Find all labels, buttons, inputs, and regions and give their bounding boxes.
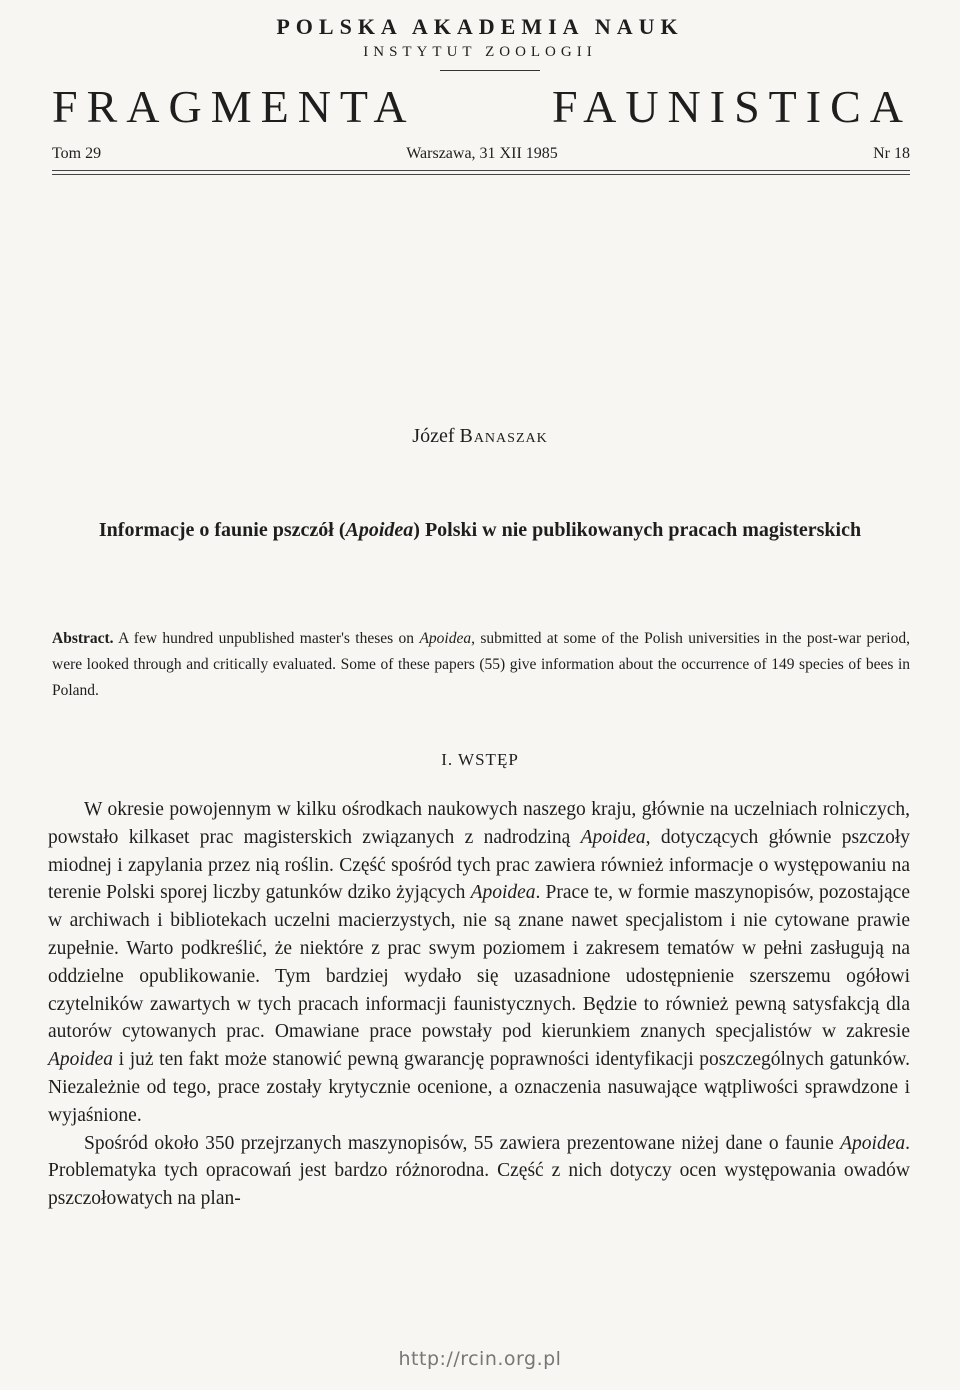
p1-text1: W okresie powojennym w kilku ośrodkach naukowych naszego kraju, głównie na uczelniach rolniczych, powstało kilkaset prac magisterskich związanych z nadrodziną [48,799,910,848]
p1-text3: . Prace te, w formie maszynopisów, pozostające w archiwach i bibliotekach uczelni macierzystych, nie są znane nawet specjalistom i nie cytowane prawie zupełnie. Warto podkreślić, że niektóre z prac swym poziomem i zakresem tematów w pełni zasługują na oddzielne opublikowanie. Tym bardziej wydało się uzasadnione udostępnienie szerszemu ogółowi czytelników zawartych w tych pracach informacji faunistycznych. Będzie to również pewną satysfakcją dla autorów cytowanych prac. Omawiane prace powstały pod kierunkiem znanych specjalistów w zakresie [48,882,910,1043]
journal-title: FRAGMENTA FAUNISTICA [52,81,912,132]
masthead-rule [52,170,910,175]
p1-taxon2: Apoidea [470,882,536,904]
title-part1: Informacje o faunie pszczół ( [98,519,346,541]
abstract-text1: A few hundred unpublished master's theses on [113,630,420,647]
academy-name: POLSKA AKADEMIA NAUK [276,14,684,39]
paragraph-2 [48,1130,910,1213]
abstract-lead: Abstract. [52,630,114,647]
p1-text4: i już ten fakt może stanowić pewną gwarancję poprawności identyfikacji poszczególnych gatunków. Niezależnie od tego, prace zostały krytycznie ocenione, a oznaczenia nasuwające wątpliwości sprawdzone i wyjaśnione. [48,1049,910,1126]
p1-text2: , dotyczących głównie pszczoły miodnej i zapylania przez nią roślin. Część spośród tych prac zawiera również informacje o występowaniu na terenie Polski sporej liczby gatunków dziko żyjących [48,826,910,904]
p2-text1: Spośród około 350 przejrzanych maszynopisów, 55 zawiera prezentowane niżej dane o faunie [84,1132,841,1154]
title-taxon: Apoidea [345,519,414,541]
p2-text2: . Problematyka tych opracowań jest bardzo różnorodna. Część z nich dotyczy ocen występowania owadów pszczołowatych na plan- [48,1132,910,1210]
p1-taxon3: Apoidea [48,1049,113,1071]
volume-label: Tom 29 [52,145,102,162]
p2-taxon1: Apoidea [840,1132,906,1154]
issue-meta [52,145,910,169]
abstract [52,626,910,704]
footer-url: http://rcin.org.pl [398,1348,562,1370]
title-part2: ) Polski w nie publikowanych pracach magisterskich [413,519,862,541]
issue-number: Nr 18 [873,145,910,162]
author-name [0,425,960,448]
abstract-text2: , submitted at some of the Polish universities in the post-war period, were looked through and critically evaluated. Some of these papers (55) give information about the occurrence of 149 species of bees in Poland. [52,630,910,699]
paragraph-1 [48,796,910,1130]
author-surname: Banaszak [459,425,548,447]
abstract-taxon: Apoidea [419,630,472,647]
author-given-name: Józef [412,425,455,447]
header-divider [440,70,540,71]
place-date: Warszawa, 31 XII 1985 [406,145,558,162]
article-title [80,516,880,544]
institute-name: INSTYTUT ZOOLOGII [363,44,597,60]
body-text [48,796,910,1213]
section-heading: I. WSTĘP [441,750,519,769]
p1-taxon1: Apoidea [580,826,646,848]
